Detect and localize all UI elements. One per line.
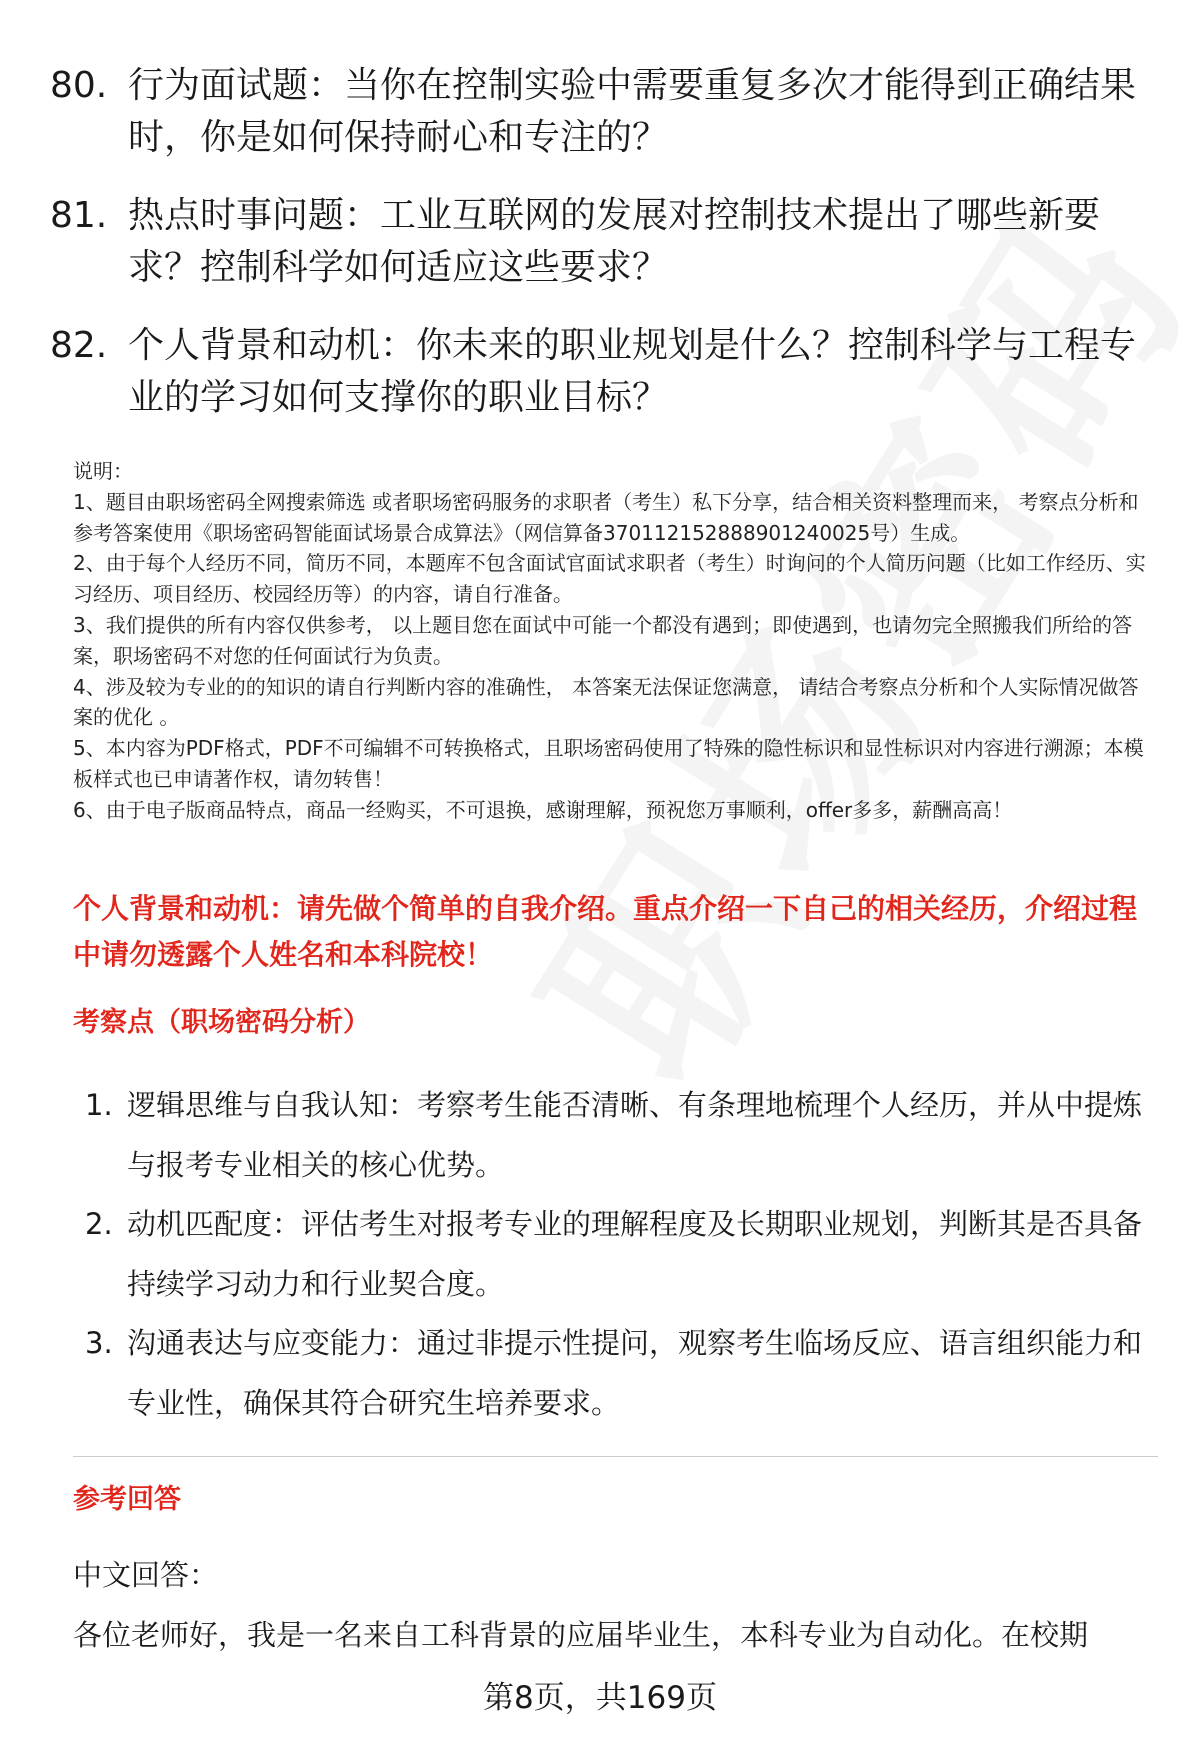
note-item: 4、涉及较为专业的的知识的请自行判断内容的准确性， 本答案无法保证您满意， 请结合考察点分析和个人实际情况做答案的优化 。 <box>73 674 1139 730</box>
chinese-answer-label: 中文回答： <box>73 1558 219 1592</box>
reference-heading: 参考回答 <box>73 1484 181 1515</box>
point-text: 逻辑思维与自我认知：考察考生能否清晰、有条理地梳理个人经历，并从中提炼与报考专业相关的核心优势。 <box>127 1088 1143 1182</box>
point-number: 3. <box>85 1326 113 1360</box>
answer-body: 各位老师好，我是一名来自工科背景的应届毕业生，本科专业为自动化。在校期 <box>73 1618 1089 1652</box>
note-item: 5、本内容为PDF格式，PDF不可编辑不可转换格式，且职场密码使用了特殊的隐性标识和显性标识对内容进行溯源；本模板样式也已申请著作权，请勿转售！ <box>73 736 1144 791</box>
point-text: 沟通表达与应变能力：通过非提示性提问，观察考生临场反应、语言组织能力和专业性，确保其符合研究生培养要求。 <box>127 1326 1143 1420</box>
notes-title: 说明： <box>73 459 133 483</box>
note-item: 2、由于每个人经历不同，简历不同，本题库不包含面试官面试求职者（考生）时询问的个人简历问题（比如工作经历、实习经历、项目经历、校园经历等）的内容，请自行准备。 <box>73 551 1146 607</box>
question-text: 行为面试题：当你在控制实验中需要重复多次才能得到正确结果时，你是如何保持耐心和专注的？ <box>128 65 1137 158</box>
point-text: 动机匹配度：评估考生对报考专业的理解程度及长期职业规划，判断其是否具备持续学习动力和行业契合度。 <box>127 1207 1143 1301</box>
question-number: 80. <box>50 65 108 106</box>
question-item <box>50 190 1160 294</box>
question-text: 个人背景和动机：你未来的职业规划是什么？控制科学与工程专业的学习如何支撑你的职业目标？ <box>128 325 1137 418</box>
note-item: 6、由于电子版商品特点，商品一经购买，不可退换，感谢理解，预祝您万事顺利，offer多多，薪酬高高！ <box>73 797 1013 822</box>
question-list <box>50 60 1160 450</box>
section-divider <box>73 1456 1158 1457</box>
note-item: 3、我们提供的所有内容仅供参考， 以上题目您在面试中可能一个都没有遇到；即使遇到，也请勿完全照搬我们所给的答案，职场密码不对您的任何面试行为负责。 <box>73 612 1133 668</box>
analysis-heading: 考察点（职场密码分析） <box>73 1007 370 1038</box>
personal-question-heading: 个人背景和动机：请先做个简单的自我介绍。重点介绍一下自己的相关经历，介绍过程中请勿透露个人姓名和本科院校！ <box>73 892 1138 971</box>
list-item <box>73 1076 1158 1195</box>
note-item: 1、题目由职场密码全网搜索筛选 或者职场密码服务的求职者（考生）私下分享，结合相关资料整理而来， 考察点分析和参考答案使用《职场密码智能面试场景合成算法》（网信算备370112152888901240025号）生成。 <box>73 489 1139 545</box>
point-number: 1. <box>85 1088 113 1122</box>
analysis-points <box>73 1076 1158 1433</box>
list-item <box>73 1314 1158 1433</box>
question-number: 82. <box>50 325 108 366</box>
question-number: 81. <box>50 195 108 236</box>
question-item <box>50 320 1160 424</box>
list-item <box>73 1195 1158 1314</box>
point-number: 2. <box>85 1207 113 1241</box>
question-item <box>50 60 1160 164</box>
page-footer: 第8页，共169页 <box>483 1680 717 1716</box>
disclaimer-notes <box>73 456 1158 826</box>
question-text: 热点时事问题：工业互联网的发展对控制技术提出了哪些新要求？控制科学如何适应这些要求？ <box>128 195 1101 288</box>
